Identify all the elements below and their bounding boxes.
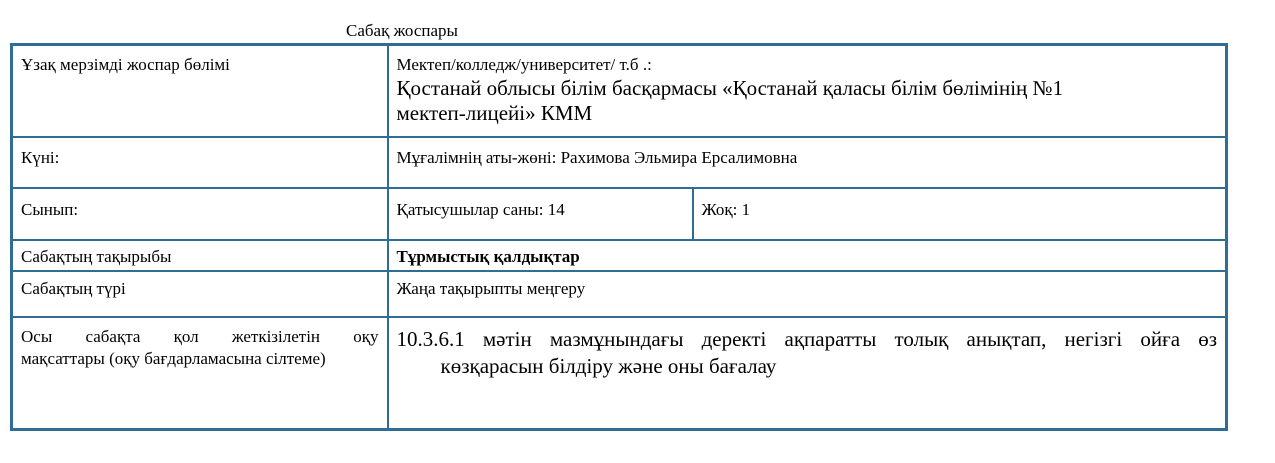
table-row-date — [12, 137, 1227, 188]
lesson-type-value: Жаңа тақырыпты меңгеру — [388, 271, 1227, 317]
absent-count: Жоқ: 1 — [693, 188, 1227, 240]
school-label: Мектеп/колледж/университет/ т.б .: — [396, 55, 652, 74]
topic-value: Тұрмыстық қалдықтар — [388, 240, 1227, 271]
table-row-class — [12, 188, 1227, 240]
lesson-type-label: Сабақтың түрі — [12, 271, 388, 317]
objectives-cell — [388, 317, 1227, 430]
class-label: Сынып: — [12, 188, 388, 240]
objectives-label-line-2: мақсаттары (оқу бағдарламасына сілтеме) — [21, 349, 326, 368]
objective-line-2: көзқарасын білдіру және оны бағалау — [440, 354, 777, 378]
table-row-plan-section — [12, 45, 1227, 138]
objectives-label-line-1: Осы сабақта қол жеткізілетін оқу — [21, 327, 379, 346]
table-row-lesson-type — [12, 271, 1227, 317]
teacher-name: Мұғалімнің аты-жөні: Рахимова Эльмира Ерсалимовна — [388, 137, 1227, 188]
school-name-line-1: Қостанай облысы білім басқармасы «Қостанай қаласы білім бөлімінің №1 — [396, 76, 1064, 100]
participants-count: Қатысушылар саны: 14 — [388, 188, 693, 240]
table-row-topic — [12, 240, 1227, 271]
document-title: Сабақ жоспары — [346, 21, 458, 40]
objectives-label — [12, 317, 388, 430]
topic-label: Сабақтың тақырыбы — [12, 240, 388, 271]
date-label: Күні: — [12, 137, 388, 188]
table-row-objectives — [12, 317, 1227, 430]
plan-section-label: Ұзақ мерзімді жоспар бөлімі — [12, 45, 388, 138]
lesson-plan-table — [10, 43, 1228, 431]
school-cell — [388, 45, 1227, 138]
school-name-line-2: мектеп-лицейі» КММ — [396, 101, 593, 125]
objective-line-1: 10.3.6.1 мәтін мазмұнындағы деректі ақпаратты толық анықтап, негізгі ойға өз — [396, 327, 1217, 351]
